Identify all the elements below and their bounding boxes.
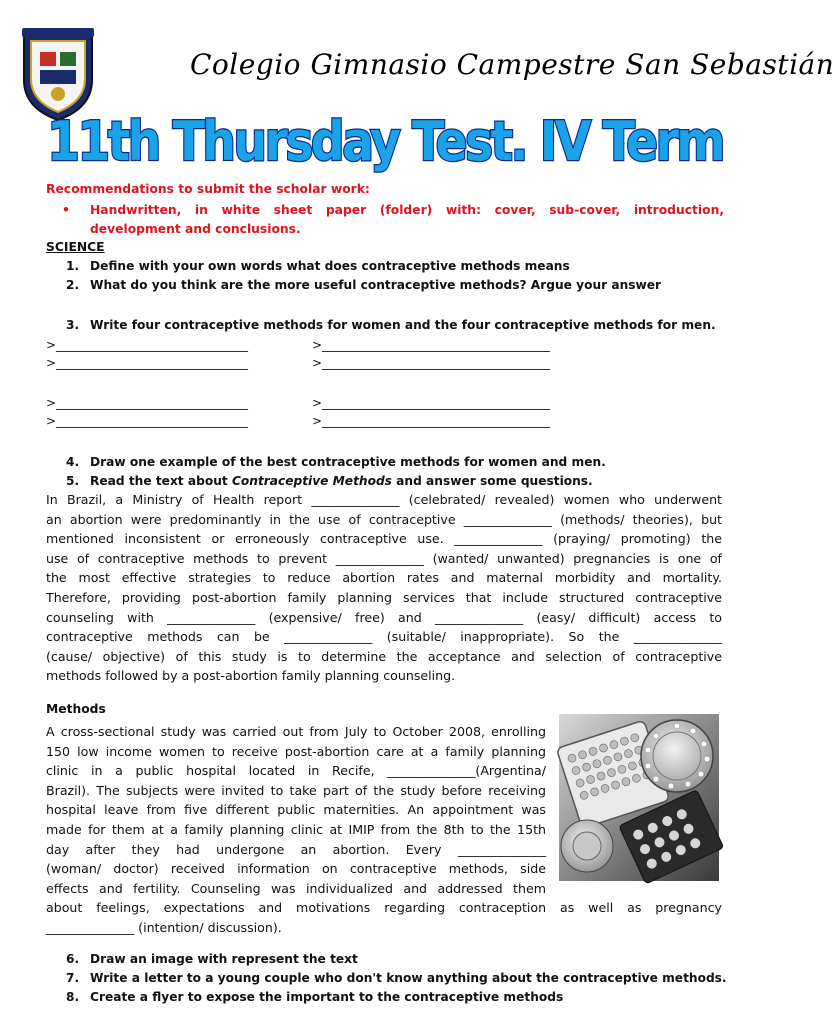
question-text: What do you think are the more useful contraceptive methods? Argue your answer (90, 278, 662, 292)
question-text: Read the text about (90, 474, 232, 488)
question-5 (66, 474, 593, 488)
question-number: 6. (66, 952, 80, 966)
paragraph-line: about feelings, expectations and motivations regarding contraception as well as pregnancy (46, 900, 722, 916)
question-number: 7. (66, 971, 80, 985)
answer-blank[interactable]: >________________________________ (46, 338, 249, 352)
paragraph-line: A cross-sectional study was carried out from July to October 2008, enrolling (46, 724, 546, 739)
paragraph-line: use of contraceptive methods to prevent ______________ (wanted/ unwanted) pregnancies is one of (46, 550, 722, 566)
section-heading-science: SCIENCE (46, 240, 105, 254)
contraceptive-pills-photo (559, 714, 719, 881)
paragraph-line: (woman/ doctor) received information on contraceptive methods, side (46, 861, 546, 877)
paragraph-line: day after they had undergone an abortion. Every ______________ (46, 841, 546, 857)
question-2 (66, 278, 661, 292)
paragraph-line: made for them at a family planning clinic at IMIP from the 8th to the 15th (46, 821, 546, 837)
paragraph-line: hospital leave from five different public maternities. An appointment was (46, 802, 546, 818)
reading-paragraph (46, 490, 722, 686)
question-number: 1. (66, 259, 80, 273)
question-text-italic: Contraceptive Methods (231, 474, 392, 488)
school-name: Colegio Gimnasio Campestre San Sebastián (190, 48, 834, 81)
recommendation-item (62, 201, 724, 239)
paragraph-line: ______________ (intention/ discussion). (46, 919, 282, 935)
question-text: Draw an image with represent the text (90, 952, 358, 966)
paragraph-line: In Brazil, a Ministry of Health report ______________ (celebrated/ revealed) women who underwent (46, 492, 722, 507)
paragraph-line: effects and fertility. Counseling was individualized and addressed them (46, 880, 546, 896)
paragraph-line: the most effective strategies to reduce abortion rates and maternal morbidity and mortality. (46, 570, 722, 586)
paragraph-line: methods followed by a post-abortion family planning counseling. (46, 668, 456, 684)
recommendation-text: Handwritten, in white sheet paper (folder) with: cover, sub-cover, introduction, development and conclusions. (90, 203, 724, 236)
answer-blank[interactable]: >________________________________ (46, 414, 249, 428)
methods-heading: Methods (46, 702, 106, 716)
answer-blank[interactable]: >______________________________________ (312, 414, 551, 428)
answer-blank[interactable]: >________________________________ (46, 396, 249, 410)
question-text: Write four contraceptive methods for women and the four contraceptive methods for men. (90, 318, 716, 332)
paragraph-line: 150 low income women to receive post-abortion care at a family planning (46, 743, 546, 759)
banner-title-text: 11th Thursday Test. IV Term (47, 110, 723, 173)
question-7 (66, 971, 727, 985)
paragraph-line: contraceptive methods can be ______________ (suitable/ inappropriate). So the ______________ (46, 629, 722, 645)
question-text: Create a flyer to expose the important to the contraceptive methods (90, 990, 564, 1004)
question-text: Write a letter to a young couple who don't know anything about the contraceptive methods. (90, 971, 727, 985)
question-1 (66, 259, 570, 273)
paragraph-line: (cause/ objective) of this study is to determine the acceptance and selection of contraceptive (46, 648, 722, 664)
question-text: and answer some questions. (391, 474, 593, 488)
question-4 (66, 455, 606, 469)
paragraph-line: an abortion were predominantly in the use of contraceptive ______________ (methods/ theories), but (46, 511, 722, 527)
paragraph-line: mentioned inconsistent or erroneously contraceptive use. ______________ (praying/ promoting) the (46, 531, 722, 547)
answer-blank[interactable]: >______________________________________ (312, 338, 551, 352)
answer-blank[interactable]: >______________________________________ (312, 356, 551, 370)
paragraph-line: Brazil). The subjects were invited to take part of the study before receiving (46, 782, 546, 798)
answer-blank[interactable]: >______________________________________ (312, 396, 551, 410)
test-title-banner (40, 106, 730, 172)
question-number: 3. (66, 318, 80, 332)
paragraph-line: clinic in a public hospital located in Recife, ______________(Argentina/ (46, 763, 546, 779)
question-number: 4. (66, 455, 80, 469)
answer-blank[interactable]: >________________________________ (46, 356, 249, 370)
question-text: Draw one example of the best contraceptive methods for women and men. (90, 455, 606, 469)
question-text: Define with your own words what does contraceptive methods means (90, 259, 570, 273)
question-number: 5. (66, 474, 80, 488)
question-number: 8. (66, 990, 80, 1004)
paragraph-line: Therefore, providing post-abortion family planning services that include structured contraceptive (46, 589, 722, 605)
question-3 (66, 318, 716, 332)
question-8 (66, 990, 563, 1004)
bullet-icon: • (62, 203, 70, 217)
recommendations-title: Recommendations to submit the scholar work: (46, 182, 370, 196)
question-6 (66, 952, 358, 966)
question-number: 2. (66, 278, 80, 292)
paragraph-line: counseling with ______________ (expensive/ free) and ______________ (easy/ difficult) access to (46, 609, 722, 625)
